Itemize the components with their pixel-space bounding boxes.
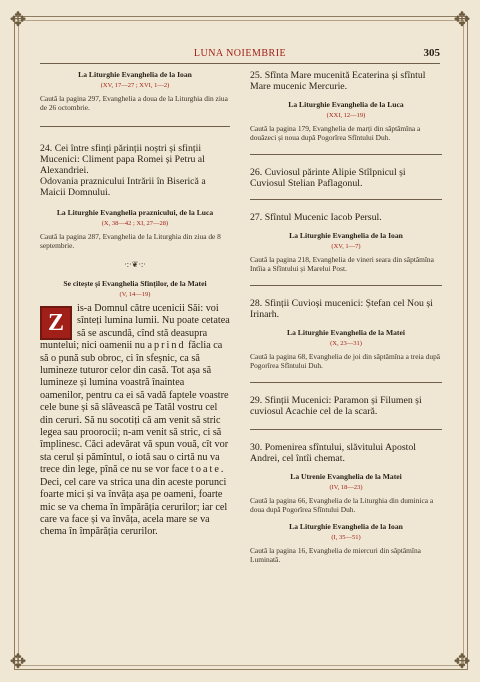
divider — [250, 382, 442, 383]
page-number: 305 — [423, 47, 440, 59]
section-heading: La Utrenie Evanghelia de la Matei — [290, 472, 402, 481]
divider — [250, 199, 442, 200]
section-heading: La Liturghie Evanghelia de la Ioan — [78, 70, 192, 79]
feast-entry-29: 29. Sfinții Mucenici: Paramon și Filumen și cuviosul Acachie cel de la scară. — [250, 395, 422, 417]
scripture-reference: (V, 14—19) — [119, 291, 151, 298]
feast-entry-26: 26. Cuviosul părinte Alipie Stîlpnicul și Cuviosul Stelian Paflagonul. — [250, 167, 406, 189]
reading-note: Caută la pagina 68, Evanghelia de joi din săptămîna a treia după Pogorîrea Sfîntului Duh. — [250, 352, 441, 370]
divider — [250, 429, 442, 430]
feast-entry-25: 25. Sfînta Mare mucenită Ecaterina și sfîntul Mare mucenic Mercurie. — [250, 70, 426, 92]
drop-cap: Z — [40, 306, 72, 340]
section-heading: La Liturghie Evanghelia de la Ioan — [289, 522, 403, 531]
section-heading: La Liturghie Evanghelia de la Luca — [288, 100, 404, 109]
corner-ornament-icon: ✥ — [453, 9, 471, 31]
corner-ornament-icon: ✥ — [9, 9, 27, 31]
left-column — [40, 70, 230, 539]
divider — [250, 154, 442, 155]
divider — [40, 126, 230, 127]
gospel-text-part2: făclia ca să o pună sub obroc, ci în sfeșnic, ca să lumineze tuturor celor din casă. Tot așa să lumineze și lumina voastră înaintea oamenilor, pentru ca ei să vadă faptele voastre cele bune și să slăvească pe Tatăl vostru cel din ceruri. Să nu socotiți că am venit să stric legea sau proorocii; n-am venit să stric, ci să împlinesc. Căci adevărat vă spun vouă, cît vor sta cerul și pămîntul, o iotă sau o cirtă nu va trece din lege, pînă ce nu se vor face — [40, 340, 229, 476]
running-title: LUNA NOIEMBRIE — [193, 48, 287, 59]
scripture-reference: (XXI, 12—19) — [326, 112, 366, 119]
feast-entry-24-odovania: Odovania praznicului Intrării în Biserică a Maicii Domnului. — [40, 176, 206, 198]
header-rule — [40, 63, 440, 64]
emphasis-word: aprind — [147, 340, 186, 352]
feast-entry-27: 27. Sfîntul Mucenic Iacob Persul. — [250, 212, 382, 223]
reading-note: Caută la pagina 297, Evanghelia a doua de la Liturghia din ziua de 26 octombrie. — [40, 94, 228, 112]
scripture-reference: (IV, 18—23) — [329, 484, 363, 491]
gospel-text-part1: is-a Domnul către ucenicii Săi: voi sînteți lumina lumii. Nu poate cetatea să se ascundă, cînd stă deasupra muntelui; nici oamenii nu — [40, 303, 230, 352]
reading-note: Caută la pagina 287, Evanghelia de la Liturghia din ziua de 8 septembrie. — [40, 232, 221, 250]
ornament-divider: ·:·❦·:· — [124, 260, 146, 269]
emphasis-word: toate — [191, 464, 221, 476]
scripture-reference: (X, 23—31) — [330, 340, 362, 347]
reading-note: Caută la pagina 16, Evanghelia de miercuri din săptămîna Luminată. — [250, 546, 421, 564]
right-column — [250, 70, 442, 564]
scripture-reference: (X, 38—42 ; XI, 27—28) — [101, 220, 169, 227]
scripture-reference: (XV, 17—27 ; XVI, 1—2) — [100, 82, 170, 89]
reading-note: Caută la pagina 179, Evanghelia de marți din săptămîna a douăzeci și noua după Pogorîrea Sfîntului Duh. — [250, 124, 421, 142]
feast-entry-30: 30. Pomenirea sfîntului, slăvitului Apostol Andrei, cel întîi chemat. — [250, 442, 416, 464]
gospel-text-part3: . Deci, cel care va strica una din aceste porunci foarte mici și va învăța așa pe oameni, foarte mic se va chema în împărăția cerurilor; iar cel care va face și va învăța, acela mare se va chema în împărăția cerurilor. — [40, 464, 228, 538]
gospel-text — [40, 303, 230, 539]
scripture-reference: (I, 35—51) — [331, 534, 361, 541]
divider — [250, 285, 442, 286]
feast-entry-24: 24. Cei între sfinți părinții noștri și sfinții Mucenici: Climent papa Romei și Petru al Alexandriei. — [40, 143, 205, 176]
section-heading: La Liturghie Evanghelia de la Ioan — [289, 231, 403, 240]
scripture-reference: (XV, 1—7) — [331, 243, 361, 250]
corner-ornament-icon: ✥ — [453, 651, 471, 673]
section-heading: La Liturghie Evanghelia praznicului, de la Luca — [56, 208, 214, 217]
page-header — [40, 48, 440, 64]
reading-note: Caută la pagina 66, Evanghelia de la Liturghia din duminica a doua după Pogorîrea Sfîntului Duh. — [250, 496, 434, 514]
corner-ornament-icon: ✥ — [9, 651, 27, 673]
section-heading: Se citește și Evanghelia Sfinților, de la Matei — [63, 279, 207, 288]
reading-note: Caută la pagina 218, Evanghelia de vineri seara din săptămîna Intîia a Sfîntului și Marelui Post. — [250, 255, 434, 273]
section-heading: La Liturghie Evanghelia de la Matei — [287, 328, 405, 337]
feast-entry-28: 28. Sfinții Cuvioși mucenici: Ștefan cel Nou și Irinarh. — [250, 298, 433, 320]
